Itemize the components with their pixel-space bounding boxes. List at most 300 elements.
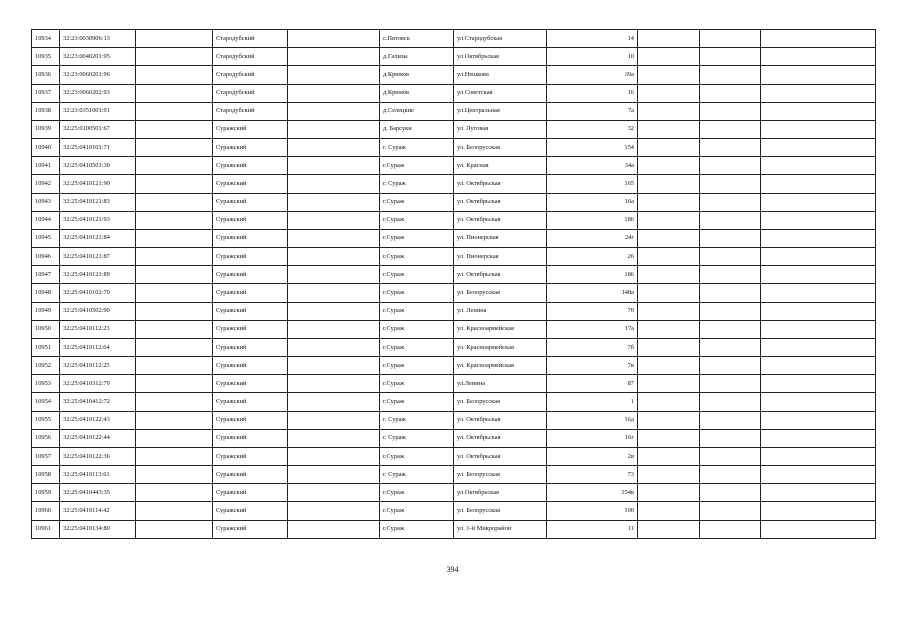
empty-cell [288,66,380,84]
empty-cell [638,66,700,84]
street-cell: ул.Центральная [454,102,547,120]
empty-cell [288,466,380,484]
empty-cell [761,229,876,247]
cadastral-number-cell: 32:25:0410122:43 [60,411,136,429]
empty-cell [761,266,876,284]
cadastral-number-cell: 32:25:0410121:84 [60,229,136,247]
table-row [32,484,876,502]
empty-cell [761,30,876,48]
street-cell: ул.Ленина [454,375,547,393]
empty-cell [638,102,700,120]
empty-cell [761,248,876,266]
table-row [32,30,876,48]
house-number-cell: 32 [547,120,638,138]
house-number-cell: 2в [547,447,638,465]
empty-cell [700,393,761,411]
empty-cell [288,193,380,211]
cadastral-number-cell: 32:25:0410112:23 [60,320,136,338]
empty-cell [136,357,213,375]
district-cell: Суражский [213,266,288,284]
empty-cell [761,357,876,375]
empty-cell [700,411,761,429]
street-cell: ул. Белорусская [454,466,547,484]
empty-cell [136,338,213,356]
cadastral-number-cell: 32:23:0351001:91 [60,102,136,120]
empty-cell [288,139,380,157]
cadastral-number-cell: 32:25:0410121:93 [60,211,136,229]
row-number-cell: 10939 [32,120,60,138]
district-cell: Суражский [213,157,288,175]
street-cell: ул. Белорусская [454,139,547,157]
house-number-cell: 186 [547,211,638,229]
empty-cell [136,157,213,175]
street-cell: ул. Луговая [454,120,547,138]
empty-cell [638,302,700,320]
row-number-cell: 10956 [32,429,60,447]
table-row [32,211,876,229]
empty-cell [288,102,380,120]
settlement-cell: г.Сураж [380,193,454,211]
empty-cell [136,248,213,266]
settlement-cell: г.Сураж [380,266,454,284]
table-row [32,248,876,266]
settlement-cell: д. Барсуки [380,120,454,138]
empty-cell [761,66,876,84]
empty-cell [136,375,213,393]
empty-cell [700,447,761,465]
empty-cell [638,284,700,302]
settlement-cell: г.Сураж [380,393,454,411]
settlement-cell: д.Гализы [380,48,454,66]
house-number-cell: 7а [547,102,638,120]
street-cell: ул.Октябрьская [454,484,547,502]
empty-cell [136,502,213,520]
empty-cell [136,266,213,284]
cadastral-number-cell: 32:23:0060201:96 [60,66,136,84]
district-cell: Суражский [213,502,288,520]
row-number-cell: 10947 [32,266,60,284]
settlement-cell: д.Крюков [380,66,454,84]
table-row [32,320,876,338]
empty-cell [638,338,700,356]
empty-cell [136,120,213,138]
settlement-cell: г.Сураж [380,157,454,175]
settlement-cell: г. Сураж [380,175,454,193]
empty-cell [638,229,700,247]
empty-cell [700,284,761,302]
table-row [32,375,876,393]
empty-cell [638,466,700,484]
house-number-cell: 16д [547,411,638,429]
district-cell: Суражский [213,211,288,229]
empty-cell [761,139,876,157]
empty-cell [761,157,876,175]
district-cell: Суражский [213,284,288,302]
empty-cell [638,429,700,447]
district-cell: Суражский [213,447,288,465]
empty-cell [700,429,761,447]
house-number-cell: 16а [547,193,638,211]
row-number-cell: 10945 [32,229,60,247]
cadastral-number-cell: 32:23:0040201:95 [60,48,136,66]
house-number-cell: 16 [547,84,638,102]
empty-cell [700,484,761,502]
street-cell: ул. 1-й Микрорайон [454,520,547,538]
house-number-cell: 26 [547,248,638,266]
empty-cell [288,447,380,465]
cadastral-number-cell: 32:25:0410412:72 [60,393,136,411]
district-cell: Стародубский [213,30,288,48]
settlement-cell: г. Сураж [380,466,454,484]
house-number-cell: 186 [547,266,638,284]
district-cell: Суражский [213,248,288,266]
street-cell: ул.Нешкова [454,66,547,84]
district-cell: Суражский [213,193,288,211]
empty-cell [288,248,380,266]
empty-cell [761,338,876,356]
empty-cell [638,120,700,138]
empty-cell [136,393,213,411]
empty-cell [136,175,213,193]
table-row [32,429,876,447]
street-cell: ул. Октябрьская [454,411,547,429]
settlement-cell: г. Сураж [380,429,454,447]
row-number-cell: 10958 [32,466,60,484]
row-number-cell: 10953 [32,375,60,393]
street-cell: ул. Октябрьская [454,266,547,284]
street-cell: ул. Октябрьская [454,175,547,193]
empty-cell [638,447,700,465]
district-cell: Суражский [213,393,288,411]
empty-cell [761,102,876,120]
table-row [32,302,876,320]
empty-cell [700,338,761,356]
cadastral-number-cell: 32:23:0060202:93 [60,84,136,102]
settlement-cell: г.Сураж [380,248,454,266]
house-number-cell: 87 [547,375,638,393]
district-cell: Суражский [213,520,288,538]
cadastral-number-cell: 32:25:0410121:90 [60,175,136,193]
empty-cell [700,302,761,320]
street-cell: ул. Красноармейская [454,320,547,338]
empty-cell [761,466,876,484]
district-cell: Суражский [213,411,288,429]
house-number-cell: 1 [547,393,638,411]
house-number-cell: 148а [547,284,638,302]
house-number-cell: 11 [547,520,638,538]
empty-cell [288,393,380,411]
empty-cell [638,393,700,411]
district-cell: Суражский [213,320,288,338]
empty-cell [700,320,761,338]
empty-cell [136,520,213,538]
empty-cell [761,175,876,193]
settlement-cell: д.Крюков [380,84,454,102]
street-cell: ул. Октябрьская [454,211,547,229]
row-number-cell: 10937 [32,84,60,102]
empty-cell [136,102,213,120]
settlement-cell: г.Сураж [380,302,454,320]
empty-cell [288,120,380,138]
settlement-cell: г.Сураж [380,284,454,302]
cadastral-number-cell: 32:25:0410121:87 [60,248,136,266]
row-number-cell: 10936 [32,66,60,84]
row-number-cell: 10949 [32,302,60,320]
empty-cell [700,139,761,157]
empty-cell [136,466,213,484]
empty-cell [761,84,876,102]
empty-cell [136,139,213,157]
empty-cell [700,48,761,66]
empty-cell [136,48,213,66]
empty-cell [700,211,761,229]
empty-cell [700,102,761,120]
house-number-cell: 165 [547,175,638,193]
empty-cell [700,502,761,520]
table-row [32,229,876,247]
house-number-cell: 154 [547,139,638,157]
empty-cell [288,520,380,538]
settlement-cell: д.Селецкие [380,102,454,120]
row-number-cell: 10938 [32,102,60,120]
empty-cell [136,320,213,338]
street-cell: ул.Советская [454,84,547,102]
settlement-cell: г.Сураж [380,229,454,247]
empty-cell [761,302,876,320]
empty-cell [136,302,213,320]
district-cell: Стародубский [213,102,288,120]
cadastral-number-cell: 32:25:0410443:35 [60,484,136,502]
street-cell: ул. Ленина [454,302,547,320]
house-number-cell: 14 [547,30,638,48]
street-cell: ул. Пионерская [454,229,547,247]
empty-cell [638,375,700,393]
district-cell: Суражский [213,229,288,247]
district-cell: Стародубский [213,48,288,66]
empty-cell [288,175,380,193]
empty-cell [638,30,700,48]
empty-cell [700,84,761,102]
empty-cell [136,447,213,465]
table-row [32,520,876,538]
house-number-cell: 16г [547,429,638,447]
empty-cell [638,84,700,102]
empty-cell [761,320,876,338]
row-number-cell: 10941 [32,157,60,175]
row-number-cell: 10961 [32,520,60,538]
empty-cell [761,211,876,229]
cadastral-number-cell: 32:25:0410501:30 [60,157,136,175]
empty-cell [638,484,700,502]
empty-cell [638,211,700,229]
cadastral-number-cell: 32:25:0410102:70 [60,284,136,302]
table-row [32,120,876,138]
empty-cell [638,411,700,429]
cadastral-number-cell: 32:25:0410502:90 [60,302,136,320]
district-cell: Суражский [213,466,288,484]
street-cell: ул. Пионерская [454,248,547,266]
house-number-cell: 7б [547,338,638,356]
house-number-cell: 70 [547,302,638,320]
empty-cell [288,211,380,229]
settlement-cell: г.Сураж [380,320,454,338]
empty-cell [761,393,876,411]
street-cell: ул. Октябрьская [454,193,547,211]
row-number-cell: 10954 [32,393,60,411]
cadastral-number-cell: 32:25:0410122:36 [60,447,136,465]
empty-cell [136,66,213,84]
district-cell: Суражский [213,375,288,393]
cadastral-number-cell: 32:25:0410113:63 [60,466,136,484]
empty-cell [700,248,761,266]
settlement-cell: г.Сураж [380,484,454,502]
empty-cell [638,193,700,211]
empty-cell [700,375,761,393]
table-row [32,466,876,484]
row-number-cell: 10946 [32,248,60,266]
table-row [32,84,876,102]
cadastral-number-cell: 32:25:0410101:71 [60,139,136,157]
empty-cell [700,175,761,193]
empty-cell [700,229,761,247]
empty-cell [288,320,380,338]
empty-cell [638,48,700,66]
empty-cell [700,120,761,138]
row-number-cell: 10935 [32,48,60,66]
settlement-cell: г.Сураж [380,375,454,393]
district-cell: Суражский [213,338,288,356]
street-cell: ул. Белорусская [454,284,547,302]
settlement-cell: г.Сураж [380,502,454,520]
district-cell: Стародубский [213,84,288,102]
settlement-cell: г.Сураж [380,211,454,229]
table-row [32,411,876,429]
house-number-cell: 100 [547,502,638,520]
table-row [32,193,876,211]
cadastral-number-cell: 32:25:0410112:64 [60,338,136,356]
empty-cell [638,157,700,175]
street-cell: ул. Красноармейская [454,357,547,375]
empty-cell [638,266,700,284]
row-number-cell: 10934 [32,30,60,48]
empty-cell [136,211,213,229]
empty-cell [761,411,876,429]
empty-cell [288,375,380,393]
empty-cell [136,429,213,447]
settlement-cell: г. Сураж [380,411,454,429]
row-number-cell: 10957 [32,447,60,465]
empty-cell [700,66,761,84]
empty-cell [761,502,876,520]
empty-cell [700,466,761,484]
empty-cell [638,139,700,157]
empty-cell [761,447,876,465]
empty-cell [288,30,380,48]
registry-table [31,29,876,539]
empty-cell [136,229,213,247]
table-row [32,102,876,120]
district-cell: Суражский [213,357,288,375]
empty-cell [288,484,380,502]
row-number-cell: 10955 [32,411,60,429]
cadastral-number-cell: 32:25:0410114:42 [60,502,136,520]
house-number-cell: 73 [547,466,638,484]
empty-cell [136,484,213,502]
empty-cell [288,84,380,102]
district-cell: Суражский [213,139,288,157]
street-cell: ул. Красноармейская [454,338,547,356]
empty-cell [700,357,761,375]
table-row [32,175,876,193]
empty-cell [288,357,380,375]
empty-cell [638,502,700,520]
empty-cell [288,338,380,356]
empty-cell [700,30,761,48]
street-cell: ул.Октябрьская [454,48,547,66]
street-cell: ул. Белорусская [454,393,547,411]
empty-cell [136,411,213,429]
empty-cell [761,48,876,66]
row-number-cell: 10952 [32,357,60,375]
empty-cell [288,411,380,429]
street-cell: ул. Красная [454,157,547,175]
empty-cell [761,120,876,138]
table-row [32,284,876,302]
table-body [32,30,876,539]
street-cell: ул. Октябрьская [454,447,547,465]
district-cell: Стародубский [213,66,288,84]
table-row [32,48,876,66]
row-number-cell: 10942 [32,175,60,193]
cadastral-number-cell: 32:25:0410122:44 [60,429,136,447]
empty-cell [288,502,380,520]
house-number-cell: 24г [547,229,638,247]
empty-cell [638,357,700,375]
table-row [32,66,876,84]
street-cell: ул. Белорусская [454,502,547,520]
house-number-cell: 7в [547,357,638,375]
empty-cell [288,429,380,447]
empty-cell [638,248,700,266]
row-number-cell: 10944 [32,211,60,229]
house-number-cell: 34а [547,157,638,175]
house-number-cell: 39а [547,66,638,84]
house-number-cell: 10 [547,48,638,66]
empty-cell [136,30,213,48]
empty-cell [288,302,380,320]
row-number-cell: 10950 [32,320,60,338]
settlement-cell: г. Сураж [380,139,454,157]
cadastral-number-cell: 32:25:0410121:83 [60,193,136,211]
table-row [32,157,876,175]
empty-cell [761,520,876,538]
empty-cell [288,48,380,66]
district-cell: Суражский [213,302,288,320]
empty-cell [761,429,876,447]
empty-cell [700,266,761,284]
empty-cell [700,193,761,211]
empty-cell [638,175,700,193]
empty-cell [761,484,876,502]
street-cell: ул. Октябрьская [454,429,547,447]
street-cell: ул.Стародубская [454,30,547,48]
row-number-cell: 10943 [32,193,60,211]
cadastral-number-cell: 32:25:0410121:89 [60,266,136,284]
settlement-cell: г.Сураж [380,520,454,538]
table-row [32,266,876,284]
table-row [32,393,876,411]
empty-cell [761,284,876,302]
